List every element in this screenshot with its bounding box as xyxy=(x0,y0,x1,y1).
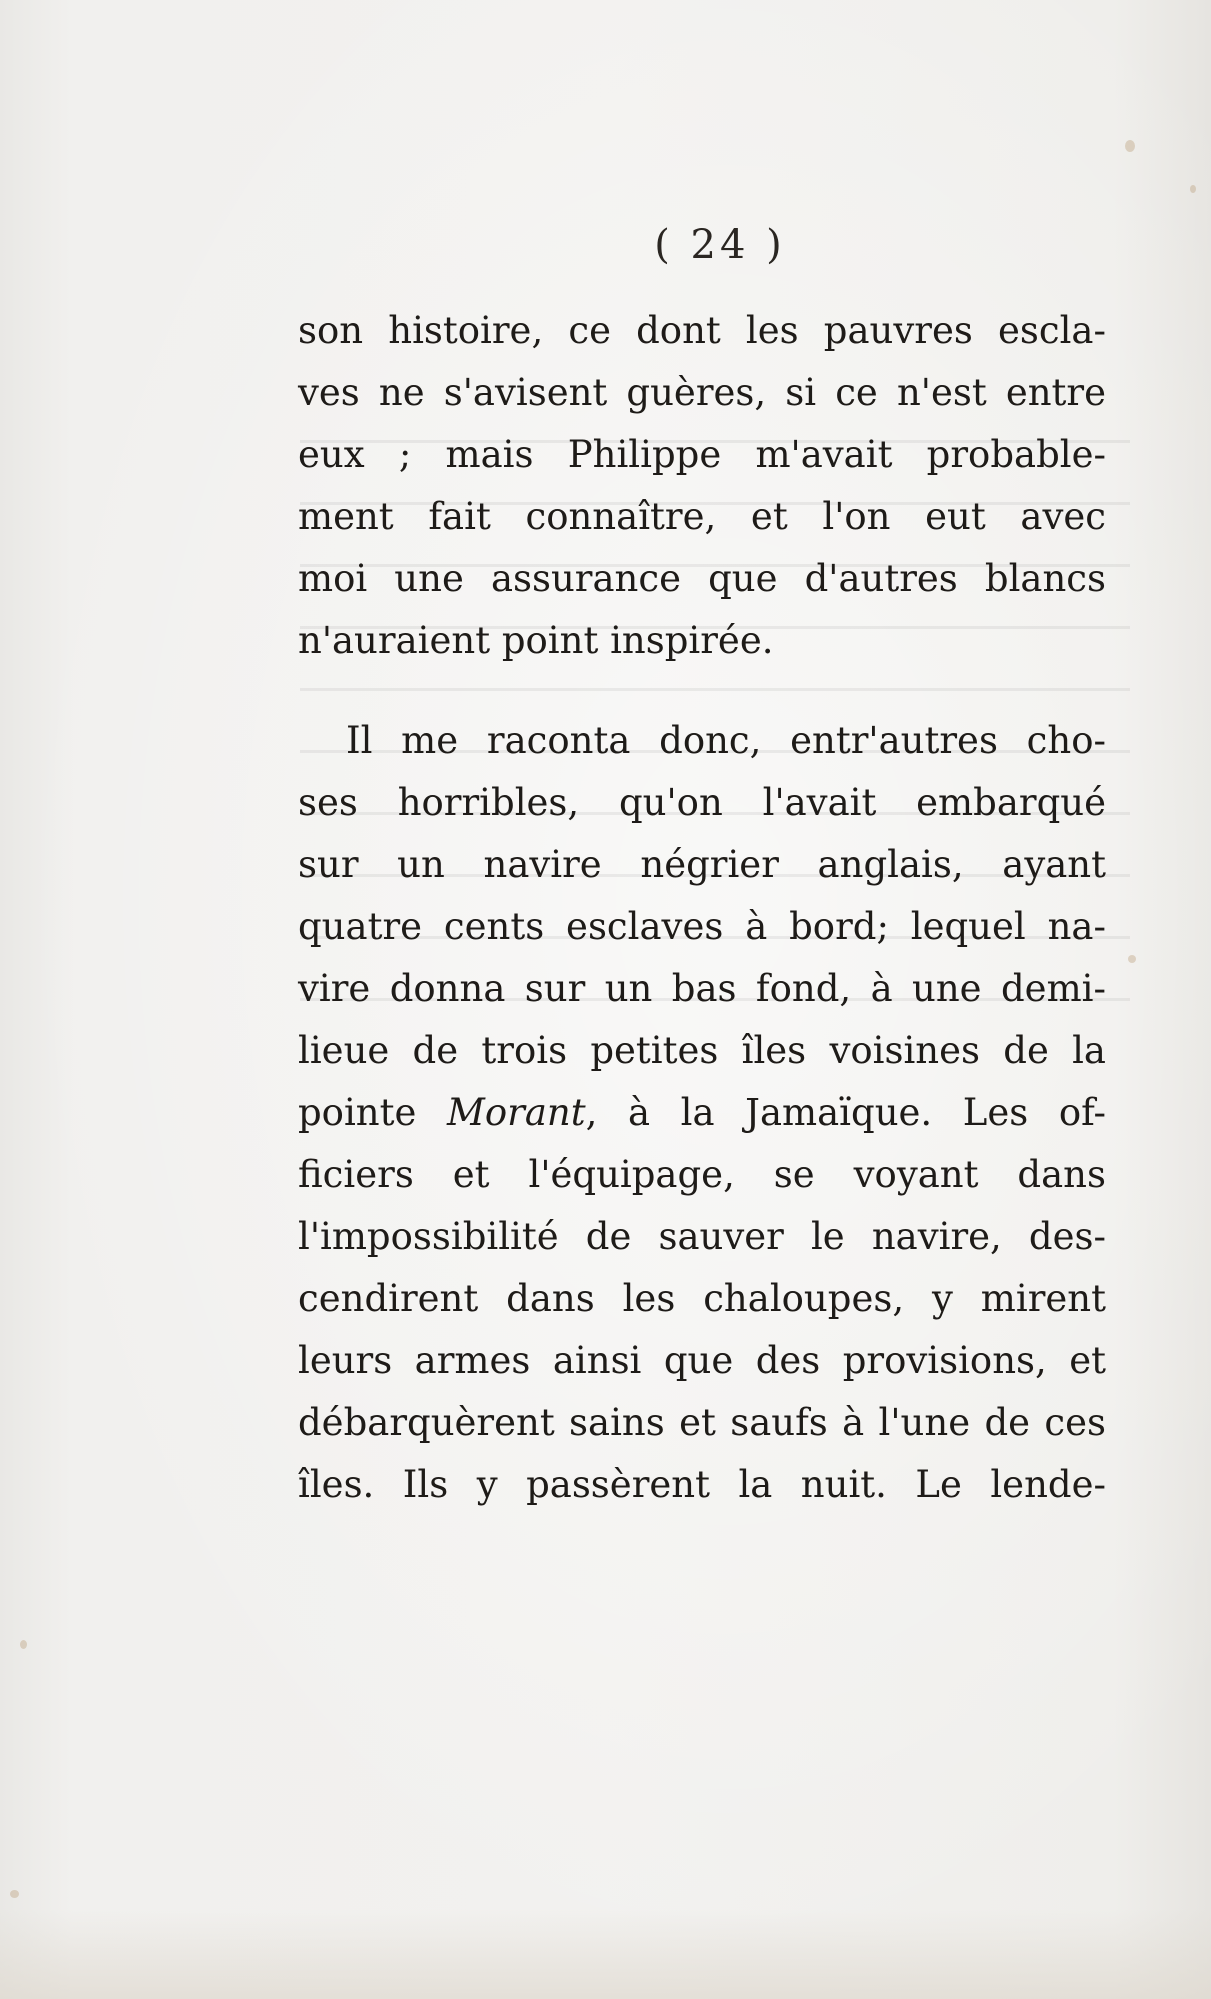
foxing-spot xyxy=(20,1640,27,1649)
text-line: débarquèrent sains et saufs à l'une de ces xyxy=(298,1401,1106,1444)
text-line: quatre cents esclaves à bord; lequel na- xyxy=(298,905,1106,948)
text-line: Il me raconta donc, entr'autres cho- xyxy=(346,719,1106,762)
paragraph-gap xyxy=(298,672,1106,710)
body-text xyxy=(298,300,1106,1516)
foxing-spot xyxy=(1125,140,1135,152)
text-line: ses horribles, qu'on l'avait embarqué xyxy=(298,781,1106,824)
foxing-spot xyxy=(1128,955,1136,963)
text-line: cendirent dans les chaloupes, y mirent xyxy=(298,1277,1106,1320)
text-line: l'impossibilité de sauver le navire, des- xyxy=(298,1215,1106,1258)
text-line: n'auraient point inspirée. xyxy=(298,619,774,662)
page-number: ( 24 ) xyxy=(654,222,786,268)
text-line: vire donna sur un bas fond, à une demi- xyxy=(298,967,1106,1010)
text-line: sur un navire négrier anglais, ayant xyxy=(298,843,1106,886)
foxing-spot xyxy=(1190,185,1196,193)
text-line: ves ne s'avisent guères, si ce n'est entre xyxy=(298,371,1106,414)
text-line: leurs armes ainsi que des provisions, et xyxy=(298,1339,1106,1382)
foxing-spot xyxy=(10,1890,19,1898)
italic-place-name: Morant xyxy=(447,1091,586,1134)
text-line: ment fait connaître, et l'on eut avec xyxy=(298,495,1106,538)
text-line: ficiers et l'équipage, se voyant dans xyxy=(298,1153,1106,1196)
text-line: son histoire, ce dont les pauvres escla- xyxy=(298,309,1106,352)
paragraph xyxy=(298,710,1106,1516)
text-line: lieue de trois petites îles voisines de la xyxy=(298,1029,1106,1072)
paragraph xyxy=(298,300,1106,672)
text-line: pointe Morant, à la Jamaïque. Les of- xyxy=(298,1091,1106,1134)
text-line: îles. Ils y passèrent la nuit. Le lende- xyxy=(298,1463,1106,1506)
text-line: eux ; mais Philippe m'avait probable- xyxy=(298,433,1106,476)
text-line: moi une assurance que d'autres blancs xyxy=(298,557,1106,600)
